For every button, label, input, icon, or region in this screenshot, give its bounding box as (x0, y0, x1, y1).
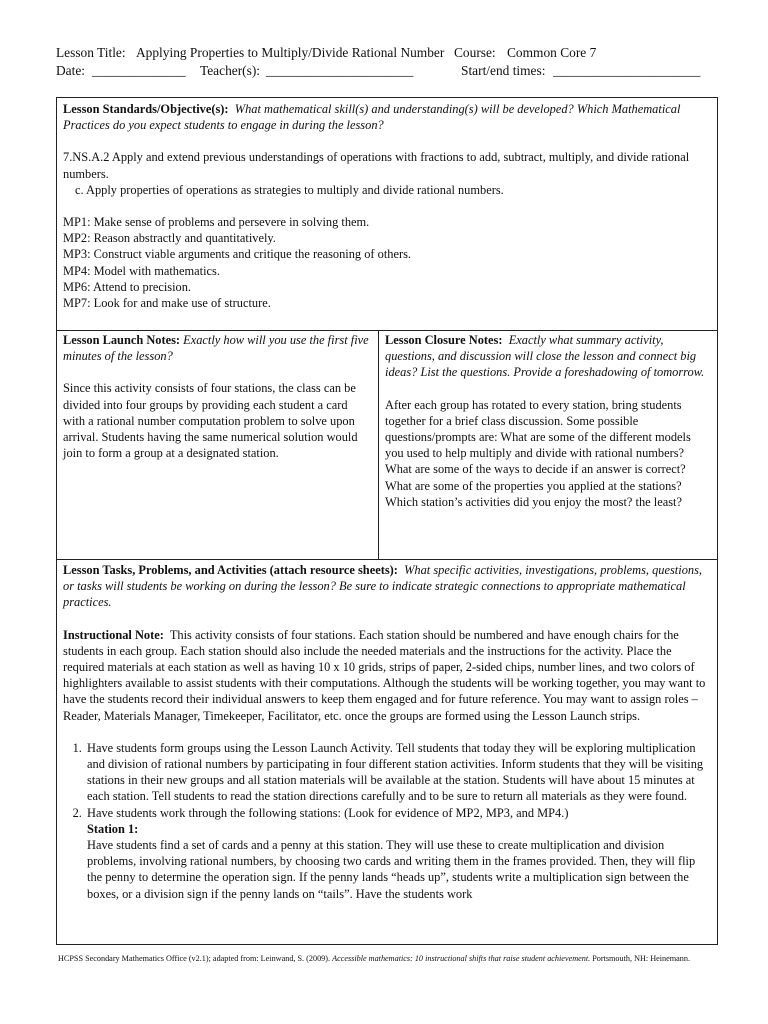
launch-body: Since this activity consists of four stations, the class can be divided into four groups by providing each student a card with a rational number computation problem to solve upon arrival. Students having the same numerical solution would join to form a group at a designated station. (63, 381, 358, 461)
closure-label: Lesson Closure Notes: (385, 333, 503, 347)
standard-sub: c. Apply properties of operations as strategies to multiply and divide rational numbers. (75, 182, 504, 197)
times-label: Start/end times: (461, 63, 546, 78)
standards-heading (63, 101, 711, 133)
closure-notes-cell (379, 331, 717, 559)
teacher-field[interactable]: ______________________ (266, 63, 414, 78)
practice-mp1: MP1: Make sense of problems and persevere in solving them. (63, 215, 370, 230)
closure-heading (385, 331, 711, 381)
station-1-label: Station 1: (87, 821, 139, 836)
course-value: Common Core 7 (507, 45, 597, 60)
practice-mp6: MP6: Attend to precision. (63, 279, 192, 294)
lesson-plan-table (56, 97, 718, 945)
footer-book: Accessible mathematics: 10 instructional shifts that raise student achievement. (332, 954, 591, 963)
footer-source: HCPSS Secondary Mathematics Office (v2.1); adapted from: Leinwand, S. (2009). (58, 954, 331, 963)
header-row-title (56, 44, 716, 62)
launch-prompt: Exactly how will you use the first five minutes of the lesson? (63, 333, 369, 364)
launch-heading (63, 331, 372, 364)
standards-section (57, 98, 717, 331)
standards-prompt: What mathematical skill(s) and understanding(s) will be developed? Which Mathematical Practices do you expect students to engage in during the lesson? (63, 102, 681, 133)
standards-label: Lesson Standards/Objective(s): (63, 102, 229, 116)
step-1 (85, 740, 711, 805)
note-label: Instructional Note: (63, 627, 164, 642)
practice-mp7: MP7: Look for and make use of structure. (63, 296, 271, 311)
step-2-text: Have students work through the following stations: (Look for evidence of MP2, MP3, and MP4.) (87, 805, 569, 820)
launch-label: Lesson Launch Notes: (63, 333, 181, 347)
launch-notes-cell (57, 331, 379, 559)
page-footer (58, 953, 708, 964)
teacher-label: Teacher(s): (200, 63, 261, 78)
steps-list (63, 740, 711, 902)
date-label: Date: (56, 63, 85, 78)
lesson-title: Applying Properties to Multiply/Divide Rational Number (136, 45, 445, 60)
lesson-title-label: Lesson Title: (56, 45, 126, 60)
standard-text: 7.NS.A.2 Apply and extend previous understandings of operations with fractions to add, subtract, multiply, and divide rational numbers. (63, 150, 690, 181)
step-1-text: Have students form groups using the Lesson Launch Activity. Tell students that today they will be exploring multiplication and division of rational numbers by participating in four different station activities. Inform students that they will be visiting stations in their new groups and all station materials will be available at the station. Students will have about 15 minutes at each station. Tell students to read the station directions carefully and to be sure to return all materials as they were found. (87, 740, 704, 804)
times-field[interactable]: ______________________ (553, 63, 701, 78)
header-row-meta (56, 62, 716, 80)
lesson-header (56, 44, 716, 80)
note-text: This activity consists of four stations. Each station should be numbered and have enough chairs for the students in each group. Each station should also include the needed materials and the instructions for the activity. Place the required materials at each station as well as having 10 x 10 grids, strips of paper, 2-sided chips, number lines, and two colors of highlighters available to assist students with their computations. Although the students will be working together, you may want to have the students record their individual answers to keep them engaged and for future reference. You may want to assign roles – Reader, Materials Manager, Timekeeper, Facilitator, etc. once the groups are formed using the Lesson Launch strips. (63, 627, 706, 723)
instructional-note (63, 627, 711, 724)
station-1-text: Have students find a set of cards and a penny at this station. They will use these to create multiplication and division problems, involving rational numbers, by choosing two cards and writing them in the frames provided. Then, they will flip the penny to determine the operation sign. If the penny lands “heads up”, students write a multiplication sign between the boxes, or a division sign if the penny lands on “tails”. Have the students work (87, 838, 696, 901)
course-label: Course: (454, 45, 496, 60)
closure-body: After each group has rotated to every station, bring students together for a brief class discussion. Some possible questions/prompts are: What are some of the different models you used to help multiply and divide with rational numbers? What are some of the ways to decide if an answer is correct? What are some of the properties you applied at the stations? Which station’s activities did you enjoy the most? the least? (385, 397, 691, 509)
practice-mp3: MP3: Construct viable arguments and critique the reasoning of others. (63, 247, 412, 262)
practice-mp4: MP4: Model with mathematics. (63, 263, 220, 278)
footer-publisher: Portsmouth, NH: Heinemann. (592, 954, 691, 963)
date-field[interactable]: ______________ (92, 63, 186, 78)
closure-prompt: Exactly what summary activity, questions, and discussion will close the lesson and connect big ideas? List the questions. Provide a foreshadowing of tomorrow. (385, 333, 705, 380)
tasks-heading (63, 562, 711, 611)
tasks-label: Lesson Tasks, Problems, and Activities (attach resource sheets): (63, 563, 398, 577)
practice-mp2: MP2: Reason abstractly and quantitatively. (63, 231, 276, 246)
launch-closure-row (57, 331, 717, 560)
tasks-prompt: What specific activities, investigations, problems, questions, or tasks will students be working on during the lesson? Be sure to indicate strategic connections to appropriate mathematical practices. (63, 563, 703, 610)
step-2 (85, 805, 711, 902)
tasks-section (57, 560, 717, 944)
